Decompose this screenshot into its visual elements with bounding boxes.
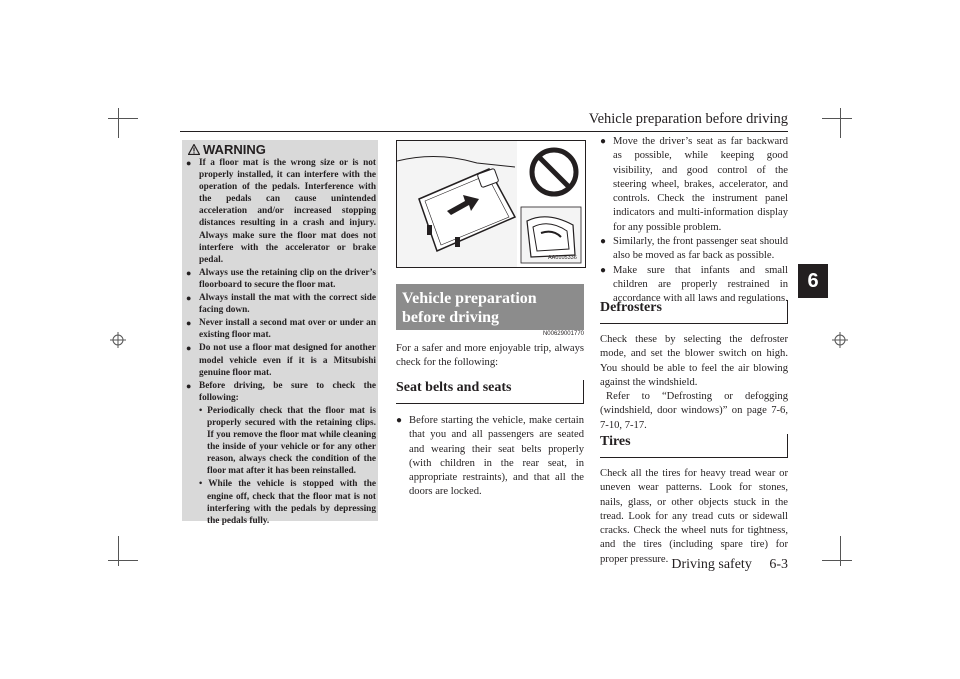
warning-label-text: WARNING (203, 142, 266, 157)
tires-text: Check all the tires for heavy tread wear or uneven wear patterns. Look for stones, nails, glass, or other objects stuck in the tread. Look for any tread cuts or sidewall cracks. Check the wheel nuts for tightness, and the tires (including spare tire) for proper pressure. (600, 468, 788, 565)
crop-mark (108, 560, 138, 561)
page-footer (600, 557, 788, 573)
subsection-heading-tires: Tires (600, 434, 788, 458)
figure-code: AA0105336 (548, 255, 577, 261)
warning-item-text: Always install the mat with the correct side facing down. (199, 293, 376, 316)
warning-item: ● Do not use a floor mat designed for another model vehicle even if it is a Mitsubishi genuine floor mat. (186, 343, 376, 378)
page-header-title: Vehicle preparation before driving (588, 111, 788, 127)
registration-mark-icon (832, 332, 848, 348)
defrosters-text (600, 333, 788, 433)
seat-belts-list (396, 414, 584, 500)
list-item: ● Move the driver’s seat as far backward as possible, while keeping good visibility, and good control of the steering wheel, brakes, accelerator, and controls. Check the instrument panel indicators and multi-information display for any possible problem. (600, 136, 788, 233)
defrosters-paragraph: Check these by selecting the defroster mode, and set the blower switch on high. You should be able to feel the air blowing against the windshield. (600, 334, 788, 388)
crop-mark (822, 118, 852, 119)
section-heading: Vehicle preparation before driving (396, 284, 584, 330)
footer-page-number: 6-3 (769, 557, 788, 572)
warning-triangle-icon (188, 144, 200, 155)
warning-item: ● Always use the retaining clip on the driver’s floorboard to secure the floor mat. (186, 267, 376, 290)
warning-item-text: Always use the retaining clip on the driver’s floorboard to secure the floor mat. (199, 267, 376, 290)
warning-subitem: • While the vehicle is stopped with the engine off, check that the floor mat is not interfering with the pedals by depressing the pedals fully. (199, 479, 376, 526)
warning-box (182, 140, 378, 526)
warning-item: ● Always install the mat with the correct side facing down. (186, 293, 376, 316)
warning-item: ● Before driving, be sure to check the following: • Periodically check that the floor mat is properly secured with the retaining clips. If you remove the floor mat while cleaning the inside of your vehicle or for any other reason, always check the condition of the floor mat after it has been reinstalled. • While the vehicle is stopped with the engine off, check that the floor mat is not interfering with the pedals by depressing the pedals fully. (186, 380, 376, 526)
warning-label (188, 142, 266, 157)
crop-mark (840, 108, 841, 138)
warning-item-text: Never install a second mat over or under an existing floor mat. (199, 318, 376, 341)
document-code: N00629001770 (542, 331, 584, 337)
warning-item: ● If a floor mat is the wrong size or is not properly installed, it can interfere with the operation of the pedals. Interference with the pedals can cause unintended acceleration and/or increased stopping distances resulting in a crash and injury. Always make sure the floor mat does not interfere with the accelerator or brake pedal. (186, 158, 376, 265)
warning-item: ● Never install a second mat over or under an existing floor mat. (186, 318, 376, 341)
list-item: ● Make sure that infants and small children are properly restrained in accordance with all laws and regulations. (600, 264, 788, 305)
crop-mark (118, 536, 119, 566)
warning-subitem: • Periodically check that the floor mat is properly secured with the retaining clips. If you remove the floor mat while cleaning the inside of your vehicle or for any other reason, always check the condition of the floor mat after it has been reinstalled. (199, 405, 376, 477)
warning-item-text: Before driving, be sure to check the following: (199, 380, 376, 403)
warning-list (186, 157, 376, 528)
subsection-heading-defrosters: Defrosters (600, 300, 788, 324)
defrosters-reference[interactable]: Refer to “Defrosting or defogging (windshield, door windows)” on page 7-6, 7-10, 7-17. (600, 391, 788, 431)
chapter-tab: 6 (798, 264, 828, 298)
floor-mat-drawing (397, 141, 585, 267)
list-item-text: Move the driver’s seat as far backward as possible, while keeping good visibility, and good control of the steering wheel, brakes, accelerator, and controls. Check the instrument panel indicators and multi-information display for any possible problem. (613, 136, 788, 233)
list-item: ● Before starting the vehicle, make certain that you and all passengers are seated and wearing their seat belts properly (with children in the rear seat, in appropriate restraints), and that all the doors are locked. (396, 415, 584, 498)
list-item-text: Similarly, the front passenger seat should also be moved as far back as possible. (613, 236, 788, 262)
list-item-text: Make sure that infants and small children are properly restrained in accordance with all laws and regulations. (613, 264, 788, 305)
footer-section: Driving safety (671, 557, 752, 572)
warning-item-text: Do not use a floor mat designed for another model vehicle even if it is a Mitsubishi genuine floor mat. (199, 343, 376, 378)
list-item-text: Before starting the vehicle, make certain that you and all passengers are seated and wearing their seat belts properly (with children in the rear seat, in appropriate restraints), and that all the doors are locked. (409, 415, 584, 498)
list-item: ● Similarly, the front passenger seat should also be moved as far back as possible. (600, 236, 788, 262)
header-rule (180, 131, 788, 132)
crop-mark (840, 536, 841, 566)
crop-mark (822, 560, 852, 561)
driver-position-list (600, 135, 788, 307)
intro-text: For a safer and more enjoyable trip, always check for the following: (396, 343, 584, 369)
registration-mark-icon (110, 332, 126, 348)
crop-mark (108, 118, 138, 119)
subsection-heading-seat-belts: Seat belts and seats (396, 380, 584, 404)
floor-mat-illustration (396, 140, 586, 268)
crop-mark (118, 108, 119, 138)
warning-item-text: If a floor mat is the wrong size or is not properly installed, it can interfere with the operation of the pedals. Interference with the pedals can cause unintended acceleration and/or increased stopping distances resulting in a crash and injury. Always make sure the floor mat does not interfere with the accelerator or brake pedal. (199, 158, 376, 265)
